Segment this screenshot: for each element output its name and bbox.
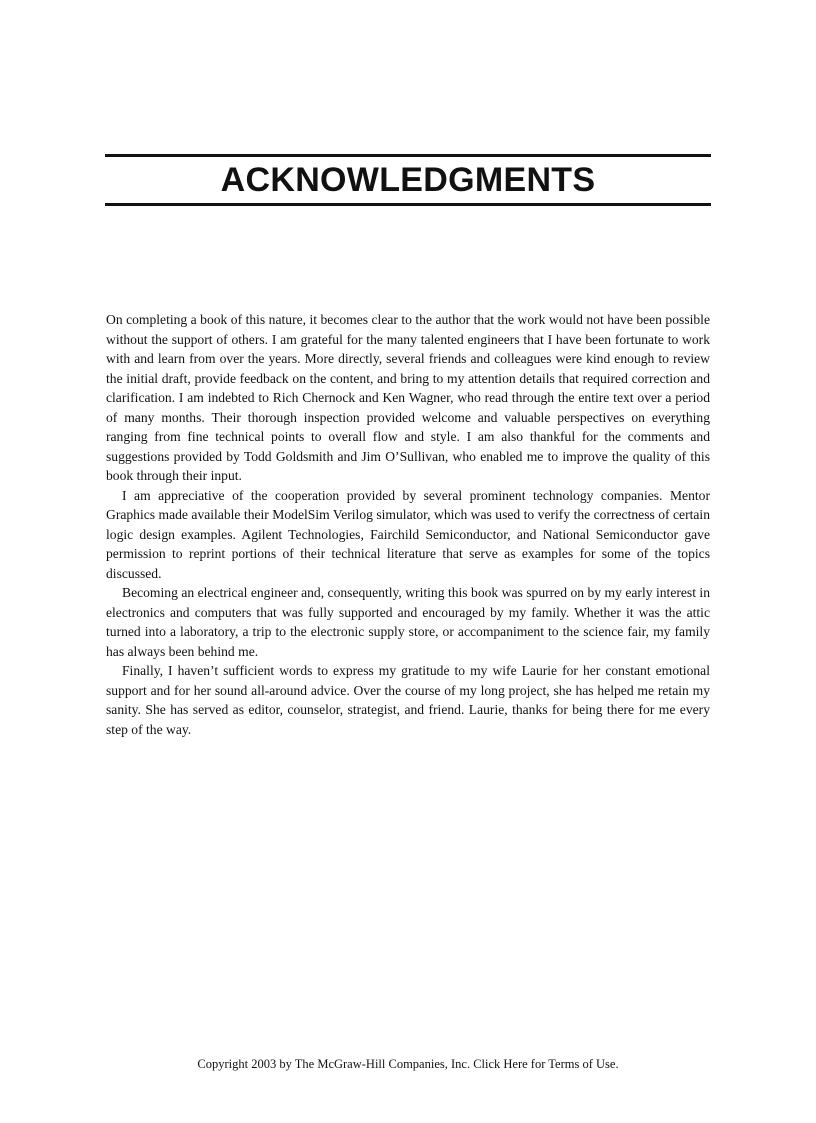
paragraph-3: Becoming an electrical engineer and, consequently, writing this book was spurred on by my early interest in electronics and computers that was fully supported and encouraged by my family. Whether it was the attic turned into a laboratory, a trip to the electronic supply store, or accompaniment to the science fair, my family has always been behind me. <box>106 585 710 659</box>
page-title: ACKNOWLEDGMENTS <box>220 161 596 199</box>
paragraph-1: On completing a book of this nature, it becomes clear to the author that the work would not have been possible without the support of others. I am grateful for the many talented engineers that I have been fortunate to work with and learn from over the years. More directly, several friends and colleagues were kind enough to review the initial draft, provide feedback on the content, and bring to my attention details that required correction and clarification. I am indebted to Rich Chernock and Ken Wagner, who read through the entire text over a period of many months. Their thorough inspection provided welcome and valuable perspectives on everything ranging from fine technical points to overall flow and style. I am also thankful for the comments and suggestions provided by Todd Goldsmith and Jim O’Sullivan, who enabled me to improve the quality of this book through their input. <box>106 312 710 483</box>
title-bottom-rule <box>105 203 711 206</box>
title-top-rule <box>105 154 711 157</box>
acknowledgments-body <box>106 310 710 739</box>
paragraph-4: Finally, I haven’t sufficient words to express my gratitude to my wife Laurie for her constant emotional support and for her sound all-around advice. Over the course of my long project, she has helped me retain my sanity. She has served as editor, counselor, strategist, and friend. Laurie, thanks for being there for me every step of the way. <box>106 663 710 737</box>
copyright-footer[interactable]: Copyright 2003 by The McGraw-Hill Companies, Inc. Click Here for Terms of Use. <box>197 1057 619 1071</box>
paragraph-2: I am appreciative of the cooperation provided by several prominent technology companies. Mentor Graphics made available their ModelSim Verilog simulator, which was used to verify the correctness of certain logic design examples. Agilent Technologies, Fairchild Semiconductor, and National Semiconductor gave permission to reprint portions of their technical literature that serve as examples for some of the topics discussed. <box>106 487 710 581</box>
